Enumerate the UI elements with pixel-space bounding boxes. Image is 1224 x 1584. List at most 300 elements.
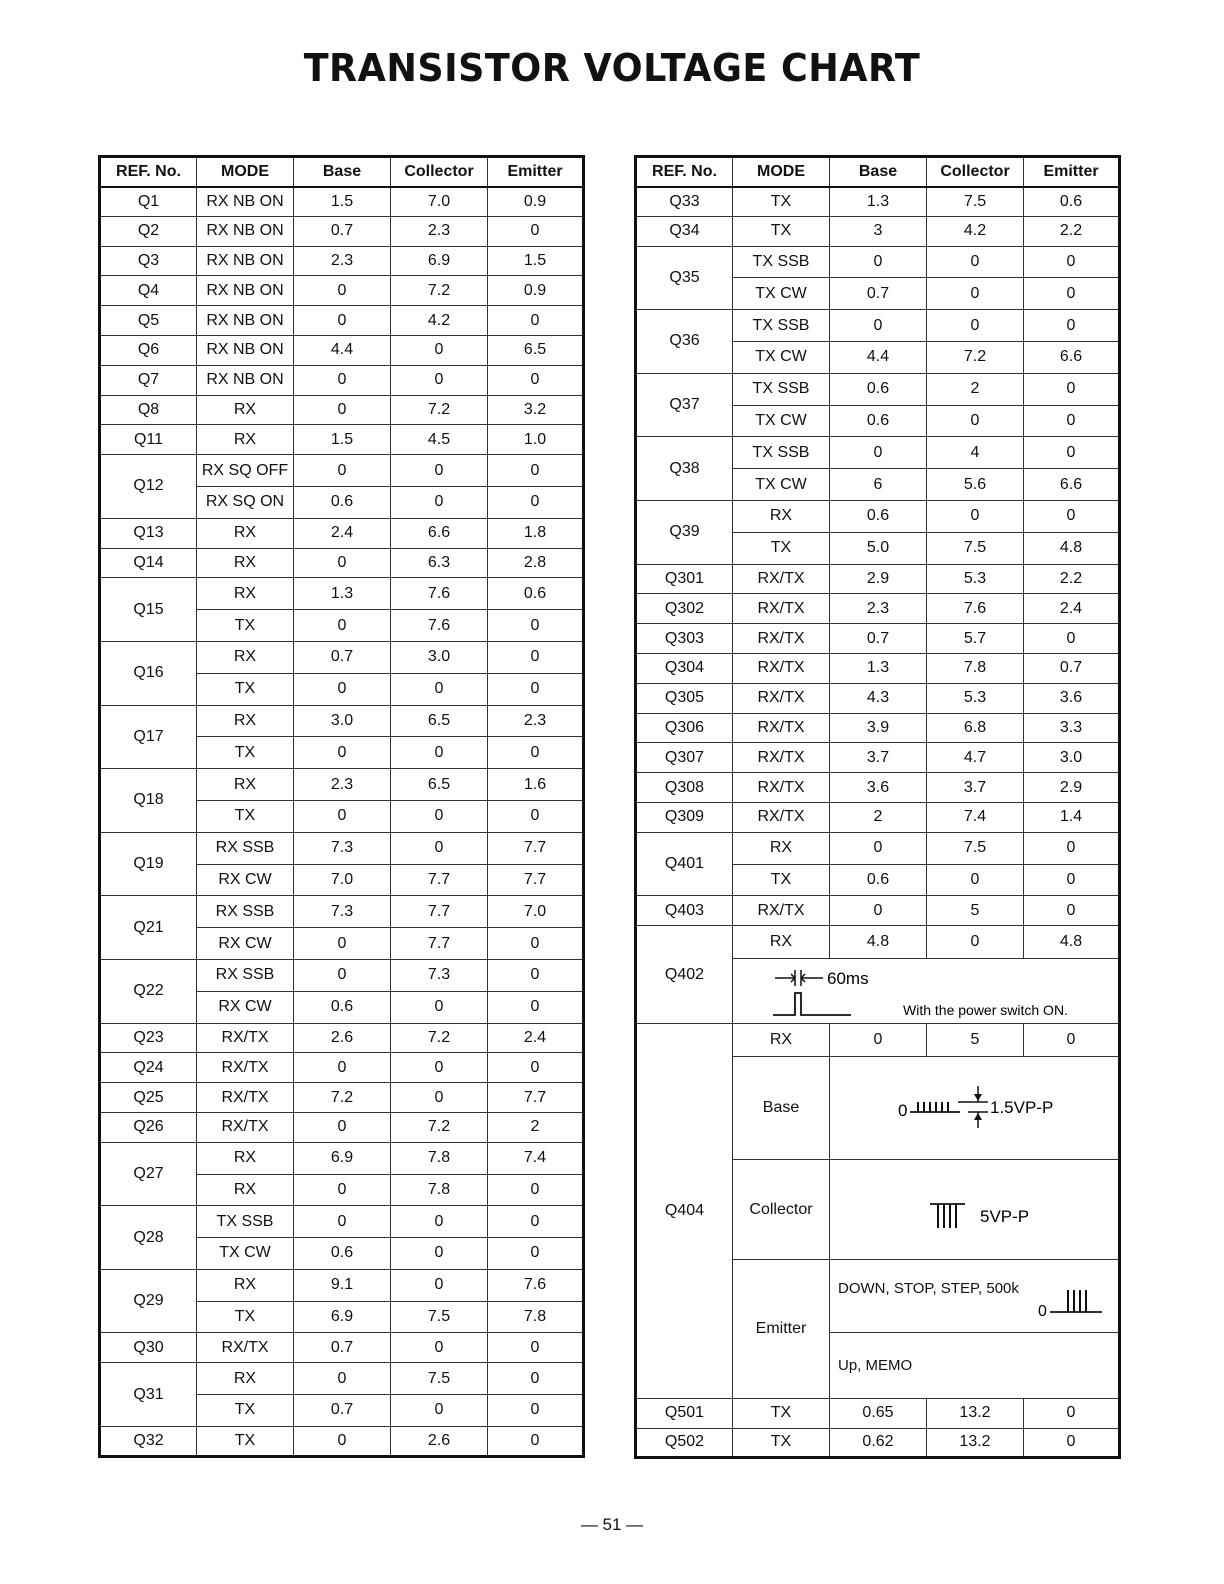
ref-cell: Q27	[100, 1142, 197, 1206]
mode-cell: RX	[197, 641, 294, 673]
mode-cell: RX/TX	[733, 773, 830, 803]
base-cell: 0	[294, 673, 391, 705]
collector-cell: 5.3	[927, 564, 1024, 594]
table-row	[636, 437, 1120, 469]
collector-wave-cell	[830, 1160, 1120, 1260]
header-ref: REF. No.	[636, 157, 733, 187]
mode-cell: RX	[197, 769, 294, 801]
emitter-cell: 0	[488, 216, 584, 246]
mode-cell: RX CW	[197, 991, 294, 1023]
mode-cell: RX/TX	[197, 1083, 294, 1113]
table-row	[636, 1428, 1120, 1458]
base-cell: 0	[294, 395, 391, 425]
ref-cell: Q36	[636, 310, 733, 374]
collector-cell: 7.0	[391, 187, 488, 217]
collector-cell: 0	[391, 1269, 488, 1301]
ref-cell: Q12	[100, 455, 197, 519]
table-row	[636, 187, 1120, 217]
collector-cell: 7.2	[391, 1023, 488, 1053]
base-cell: 0.7	[294, 641, 391, 673]
ref-cell: Q33	[636, 187, 733, 217]
emitter-cell: 0	[488, 1238, 584, 1270]
base-cell: 2.3	[294, 246, 391, 276]
base-cell: 0.7	[294, 216, 391, 246]
emitter-cell: 0	[488, 306, 584, 336]
collector-cell: 4	[927, 437, 1024, 469]
collector-cell: 7.5	[927, 832, 1024, 864]
collector-cell: 0	[391, 832, 488, 864]
table-row	[100, 216, 584, 246]
mode-cell: RX	[197, 1174, 294, 1206]
ref-cell: Q403	[636, 896, 733, 926]
table-row	[100, 1112, 584, 1142]
mode-cell: RX CW	[197, 928, 294, 960]
mode-cell: RX SSB	[197, 959, 294, 991]
base-cell: 0.6	[294, 1238, 391, 1270]
mode-cell: RX SQ OFF	[197, 455, 294, 487]
emitter-cell: 0	[1024, 1024, 1120, 1057]
ref-cell: Q303	[636, 624, 733, 654]
mode-cell: TX	[197, 737, 294, 769]
ref-cell: Q7	[100, 365, 197, 395]
mode-cell: TX SSB	[733, 373, 830, 405]
emitter-cell: 0	[488, 800, 584, 832]
mode-cell: TX	[733, 1399, 830, 1429]
collector-cell: 2.6	[391, 1426, 488, 1456]
header-mode: MODE	[733, 157, 830, 187]
base-cell: 3.0	[294, 705, 391, 737]
mode-cell: RX	[733, 832, 830, 864]
left-voltage-table	[98, 155, 585, 1458]
mode-cell: RX/TX	[733, 624, 830, 654]
mode-cell: RX NB ON	[197, 276, 294, 306]
ref-cell: Q402	[636, 926, 733, 1024]
emitter-cell: 0	[488, 673, 584, 705]
mode-cell: TX CW	[197, 1238, 294, 1270]
mode-cell: RX SQ ON	[197, 486, 294, 518]
ref-cell: Q3	[100, 246, 197, 276]
table-row	[100, 641, 584, 673]
collector-cell: 6.9	[391, 246, 488, 276]
emitter-cell: 0	[488, 991, 584, 1023]
emitter-cell: 1.4	[1024, 802, 1120, 832]
ref-cell: Q24	[100, 1053, 197, 1083]
table-row	[100, 832, 584, 864]
emitter-cell: 2	[488, 1112, 584, 1142]
collector-cell: 0	[391, 1238, 488, 1270]
emitter-cell: 0	[488, 1363, 584, 1395]
base-cell: 0.7	[830, 624, 927, 654]
table-row	[100, 518, 584, 548]
base-cell: 9.1	[294, 1269, 391, 1301]
emitter-cell: 0	[488, 1333, 584, 1363]
table-row	[636, 713, 1120, 743]
collector-cell: 3.7	[927, 773, 1024, 803]
base-cell: 0	[294, 306, 391, 336]
base-cell: 0	[830, 1024, 927, 1057]
mode-cell: TX CW	[733, 341, 830, 373]
mode-cell: RX NB ON	[197, 335, 294, 365]
emitter-cell: 4.8	[1024, 532, 1120, 564]
ref-cell: Q302	[636, 594, 733, 624]
base-cell: 0	[294, 1174, 391, 1206]
mode-cell: RX CW	[197, 864, 294, 896]
emitter-cell: 1.8	[488, 518, 584, 548]
ref-cell: Q304	[636, 653, 733, 683]
table-row	[636, 246, 1120, 278]
mode-cell: TX SSB	[733, 246, 830, 278]
ref-cell: Q17	[100, 705, 197, 769]
mode-cell: RX/TX	[733, 802, 830, 832]
base-cell: 7.3	[294, 832, 391, 864]
collector-cell: 5.3	[927, 683, 1024, 713]
emitter-cell: 0	[488, 1426, 584, 1456]
collector-cell: 5	[927, 896, 1024, 926]
collector-cell: 7.2	[391, 1112, 488, 1142]
emitter-cell: 1.5	[488, 246, 584, 276]
header-emitter: Emitter	[1024, 157, 1120, 187]
table-row	[636, 896, 1120, 926]
table-row	[636, 310, 1120, 342]
ref-cell: Q13	[100, 518, 197, 548]
base-cell: 0.6	[294, 991, 391, 1023]
emitter-cell: 7.7	[488, 864, 584, 896]
mode-cell: RX/TX	[733, 594, 830, 624]
table-row	[100, 395, 584, 425]
ref-cell: Q301	[636, 564, 733, 594]
collector-cell: 7.3	[391, 959, 488, 991]
ref-cell: Q21	[100, 896, 197, 960]
emitter-cell: 0	[1024, 373, 1120, 405]
base-cell: 2.3	[294, 769, 391, 801]
ref-cell: Q5	[100, 306, 197, 336]
emitter-cell: 6.5	[488, 335, 584, 365]
base-cell: 2.4	[294, 518, 391, 548]
table-row	[636, 773, 1120, 803]
mode-cell: TX	[733, 864, 830, 896]
collector-cell: 0	[391, 1083, 488, 1113]
table-row	[100, 425, 584, 455]
emitter-cell: 0	[488, 737, 584, 769]
ref-cell: Q29	[100, 1269, 197, 1333]
table-row	[100, 578, 584, 610]
mode-cell: TX CW	[733, 469, 830, 501]
emitter-note-1: DOWN, STOP, STEP, 500k	[838, 1280, 1019, 1298]
mode-cell: RX	[197, 425, 294, 455]
collector-cell: 2	[927, 373, 1024, 405]
base-cell: 0	[294, 610, 391, 642]
mode-cell: TX	[197, 610, 294, 642]
pulse-diagram	[733, 959, 1120, 1024]
mode-cell: RX/TX	[733, 743, 830, 773]
table-row	[100, 1023, 584, 1053]
base-cell: 1.5	[294, 425, 391, 455]
mode-cell: RX	[197, 1142, 294, 1174]
mode-cell: RX NB ON	[197, 306, 294, 336]
page-number: — 51 —	[580, 1515, 644, 1534]
base-cell: 1.3	[294, 578, 391, 610]
base-wave-label: 1.5VP-P	[990, 1098, 1054, 1118]
base-cell: 0	[294, 1112, 391, 1142]
emitter-cell: 2.3	[488, 705, 584, 737]
ref-cell: Q34	[636, 216, 733, 246]
collector-cell: 0	[927, 864, 1024, 896]
emitter-cell: 0	[488, 1174, 584, 1206]
table-row	[100, 1083, 584, 1113]
ref-cell: Q30	[100, 1333, 197, 1363]
base-cell: 0.6	[830, 405, 927, 437]
collector-cell: 7.5	[927, 187, 1024, 217]
base-cell: 6.9	[294, 1142, 391, 1174]
mode-cell: RX NB ON	[197, 187, 294, 217]
mode-cell: TX	[197, 1395, 294, 1427]
table-header-row	[636, 157, 1120, 187]
mode-cell: TX	[197, 1301, 294, 1333]
header-collector: Collector	[927, 157, 1024, 187]
emitter-cell: 0	[488, 455, 584, 487]
mode-cell: RX	[197, 395, 294, 425]
base-cell: 0.65	[830, 1399, 927, 1429]
emitter-note-down	[830, 1260, 1120, 1333]
collector-cell: 7.2	[391, 395, 488, 425]
mode-cell: RX/TX	[197, 1333, 294, 1363]
table-row	[100, 769, 584, 801]
base-cell: 4.3	[830, 683, 927, 713]
mode-cell: RX/TX	[733, 683, 830, 713]
collector-cell: 7.5	[391, 1301, 488, 1333]
base-cell: 2.3	[830, 594, 927, 624]
header-mode: MODE	[197, 157, 294, 187]
collector-cell: 0	[391, 365, 488, 395]
mode-cell: RX	[733, 500, 830, 532]
mode-cell: RX	[197, 518, 294, 548]
mode-cell: RX	[733, 926, 830, 959]
mode-cell: TX SSB	[733, 437, 830, 469]
emitter-cell: 0	[488, 1053, 584, 1083]
emitter-cell: 6.6	[1024, 469, 1120, 501]
collector-wave-label: 5VP-P	[980, 1206, 1030, 1226]
mode-cell: TX	[733, 532, 830, 564]
ref-cell: Q37	[636, 373, 733, 437]
mode-cell: RX SSB	[197, 896, 294, 928]
collector-cell: 6.8	[927, 713, 1024, 743]
collector-cell: 0	[927, 405, 1024, 437]
collector-cell: 6.5	[391, 769, 488, 801]
collector-cell: 13.2	[927, 1428, 1024, 1458]
emitter-cell: 3.6	[1024, 683, 1120, 713]
table-row	[100, 1142, 584, 1174]
table-row	[100, 455, 584, 487]
base-cell: 0	[294, 455, 391, 487]
emitter-cell: 0	[1024, 1399, 1120, 1429]
emitter-cell: 0.7	[1024, 653, 1120, 683]
table-row	[100, 1333, 584, 1363]
table-header-row	[100, 157, 584, 187]
collector-cell: 6.5	[391, 705, 488, 737]
base-cell: 0	[294, 959, 391, 991]
ref-cell: Q18	[100, 769, 197, 833]
table-row	[100, 1269, 584, 1301]
emitter-cell: 0	[1024, 832, 1120, 864]
right-voltage-table	[634, 155, 1121, 1459]
emitter-cell: 0	[1024, 278, 1120, 310]
ref-cell: Q35	[636, 246, 733, 310]
mode-cell: RX/TX	[733, 653, 830, 683]
base-label: Base	[733, 1057, 830, 1160]
base-cell: 2.9	[830, 564, 927, 594]
mode-cell: RX/TX	[733, 713, 830, 743]
base-cell: 6	[830, 469, 927, 501]
collector-cell: 5.6	[927, 469, 1024, 501]
mode-cell: TX	[197, 800, 294, 832]
table-row	[100, 306, 584, 336]
ref-cell: Q26	[100, 1112, 197, 1142]
mode-cell: RX/TX	[197, 1112, 294, 1142]
collector-cell: 7.7	[391, 864, 488, 896]
mode-cell: TX	[733, 187, 830, 217]
base-waveform-icon	[830, 1068, 1120, 1148]
base-cell: 7.3	[294, 896, 391, 928]
table-row	[100, 548, 584, 578]
base-cell: 0	[294, 737, 391, 769]
header-base: Base	[830, 157, 927, 187]
collector-cell: 7.8	[391, 1142, 488, 1174]
collector-cell: 6.3	[391, 548, 488, 578]
table-row	[636, 216, 1120, 246]
mode-cell: RX	[197, 1269, 294, 1301]
table-row	[636, 1399, 1120, 1429]
table-row	[100, 335, 584, 365]
emitter-cell: 0.6	[488, 578, 584, 610]
collector-cell: 7.8	[927, 653, 1024, 683]
mode-cell: RX	[197, 1363, 294, 1395]
base-cell: 0	[830, 832, 927, 864]
base-cell: 0	[294, 1426, 391, 1456]
base-cell: 4.8	[830, 926, 927, 959]
base-cell: 0.6	[830, 373, 927, 405]
table-row	[636, 653, 1120, 683]
ref-cell: Q22	[100, 959, 197, 1023]
table-row	[636, 373, 1120, 405]
table-row	[100, 365, 584, 395]
collector-cell: 0	[391, 800, 488, 832]
base-cell: 0	[294, 548, 391, 578]
ref-cell: Q502	[636, 1428, 733, 1458]
base-cell: 4.4	[830, 341, 927, 373]
pulse-waveform-icon	[733, 960, 1120, 1022]
emitter-cell: 0.9	[488, 187, 584, 217]
table-row	[636, 500, 1120, 532]
collector-cell: 7.7	[391, 928, 488, 960]
base-cell: 0.6	[294, 486, 391, 518]
table-row	[100, 705, 584, 737]
emitter-cell: 2.2	[1024, 564, 1120, 594]
ref-cell: Q11	[100, 425, 197, 455]
header-ref: REF. No.	[100, 157, 197, 187]
ref-cell: Q2	[100, 216, 197, 246]
ref-cell: Q32	[100, 1426, 197, 1456]
ref-cell: Q14	[100, 548, 197, 578]
emitter-cell: 0	[488, 365, 584, 395]
emitter-cell: 3.3	[1024, 713, 1120, 743]
ref-cell: Q308	[636, 773, 733, 803]
collector-cell: 0	[927, 278, 1024, 310]
emitter-cell: 0	[488, 486, 584, 518]
ref-cell: Q404	[636, 1024, 733, 1399]
emitter-cell: 0	[1024, 246, 1120, 278]
mode-cell: RX NB ON	[197, 246, 294, 276]
ref-cell: Q305	[636, 683, 733, 713]
collector-cell: 0	[391, 737, 488, 769]
base-cell: 0	[830, 246, 927, 278]
collector-cell: 0	[391, 1053, 488, 1083]
emitter-note-2: Up, MEMO	[830, 1333, 1120, 1399]
base-cell: 6.9	[294, 1301, 391, 1333]
emitter-cell: 0	[488, 928, 584, 960]
emitter-cell: 7.4	[488, 1142, 584, 1174]
base-cell: 0.6	[830, 864, 927, 896]
collector-cell: 0	[927, 926, 1024, 959]
collector-cell: 0	[927, 310, 1024, 342]
base-cell: 2	[830, 802, 927, 832]
collector-cell: 2.3	[391, 216, 488, 246]
base-cell: 4.4	[294, 335, 391, 365]
base-cell: 0	[294, 1053, 391, 1083]
table-row	[636, 624, 1120, 654]
base-cell: 0	[294, 800, 391, 832]
collector-cell: 5.7	[927, 624, 1024, 654]
emitter-cell: 0	[1024, 500, 1120, 532]
emitter-cell: 0	[1024, 1428, 1120, 1458]
emitter-cell: 2.4	[1024, 594, 1120, 624]
base-wave-cell	[830, 1057, 1120, 1160]
mode-cell: TX	[733, 216, 830, 246]
ref-cell: Q306	[636, 713, 733, 743]
collector-cell: 5	[927, 1024, 1024, 1057]
mode-cell: TX	[733, 1428, 830, 1458]
collector-cell: 7.5	[927, 532, 1024, 564]
ref-cell: Q38	[636, 437, 733, 501]
base-cell: 0	[294, 1363, 391, 1395]
base-cell: 0.7	[294, 1395, 391, 1427]
emitter-cell: 1.6	[488, 769, 584, 801]
table-row	[636, 743, 1120, 773]
base-cell: 2.6	[294, 1023, 391, 1053]
emitter-cell: 0	[488, 641, 584, 673]
base-cell: 0	[294, 928, 391, 960]
base-cell: 0.62	[830, 1428, 927, 1458]
emitter-wave-zero: 0	[1038, 1303, 1047, 1321]
table-row	[636, 683, 1120, 713]
emitter-cell: 3.0	[1024, 743, 1120, 773]
emitter-cell: 2.2	[1024, 216, 1120, 246]
emitter-cell: 6.6	[1024, 341, 1120, 373]
collector-cell: 7.6	[391, 578, 488, 610]
pulse-note: With the power switch ON.	[903, 1002, 1068, 1019]
mode-cell: TX SSB	[197, 1206, 294, 1238]
mode-cell: RX/TX	[733, 896, 830, 926]
emitter-cell: 0.6	[1024, 187, 1120, 217]
ref-cell: Q31	[100, 1363, 197, 1427]
emitter-cell: 0	[1024, 437, 1120, 469]
emitter-cell: 2.4	[488, 1023, 584, 1053]
collector-cell: 7.5	[391, 1363, 488, 1395]
base-cell: 0	[830, 437, 927, 469]
mode-cell: TX CW	[733, 405, 830, 437]
base-cell: 7.0	[294, 864, 391, 896]
base-cell: 0	[294, 365, 391, 395]
table-row	[636, 832, 1120, 864]
